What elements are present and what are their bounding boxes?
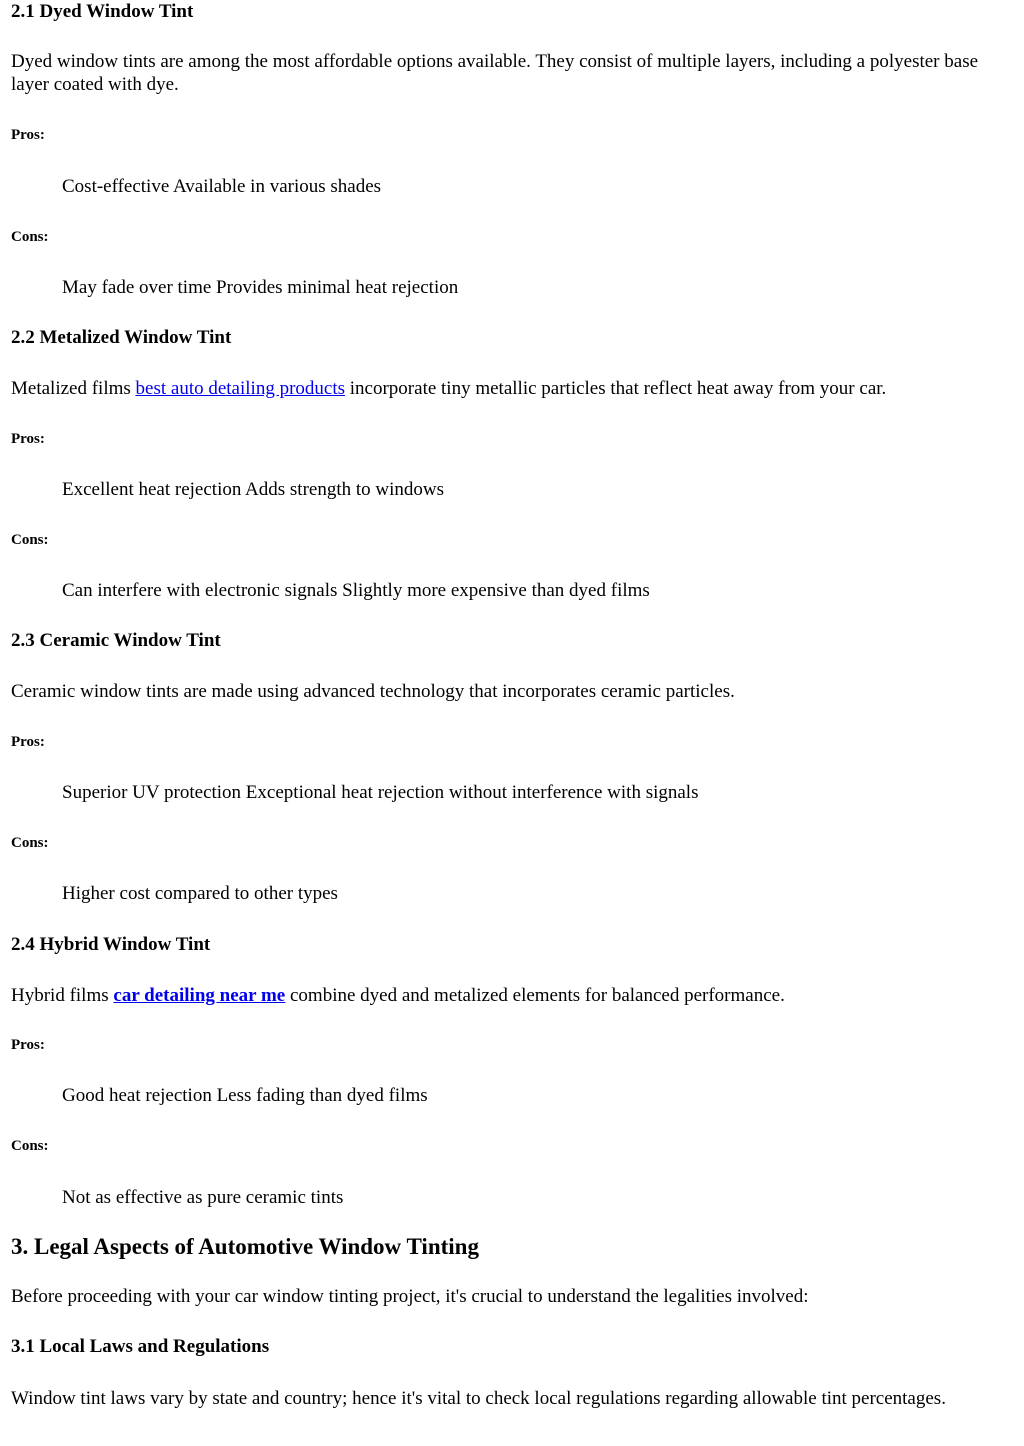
cons-list-item: Not as effective as pure ceramic tints <box>62 1187 344 1208</box>
cons-label: Cons: <box>11 1138 49 1154</box>
section-intro-dyed: Dyed window tints are among the most affordable options available. They consist of multiple layers, including a polyester base layer coated with dye. <box>11 51 979 95</box>
local-laws-heading: 3.1 Local Laws and Regulations <box>11 1336 270 1357</box>
cons-label: Cons: <box>11 835 49 851</box>
intro-text: Hybrid films <box>11 985 114 1006</box>
intro-text: incorporate tiny metallic particles that reflect heat away from your car. <box>345 378 887 399</box>
intro-text: Metalized films <box>11 378 136 399</box>
cons-label: Cons: <box>11 229 49 245</box>
section-intro-hybrid <box>11 984 984 1007</box>
cons-label: Cons: <box>11 532 49 548</box>
legal-intro: Before proceeding with your car window tinting project, it's crucial to understand the legalities involved: <box>11 1286 809 1307</box>
intro-text: combine dyed and metalized elements for balanced performance. <box>285 985 785 1006</box>
cons-list-item: May fade over time Provides minimal heat rejection <box>62 277 459 298</box>
section-heading-hybrid: 2.4 Hybrid Window Tint <box>11 934 211 955</box>
pros-list-item: Cost-effective Available in various shades <box>62 176 382 197</box>
pros-list-item: Superior UV protection Exceptional heat rejection without interference with signals <box>62 782 699 803</box>
pros-list-item: Excellent heat rejection Adds strength to windows <box>62 479 445 500</box>
cons-list-item: Higher cost compared to other types <box>62 883 338 904</box>
pros-label: Pros: <box>11 431 45 447</box>
pros-label: Pros: <box>11 127 45 143</box>
legal-heading: 3. Legal Aspects of Automotive Window Tinting <box>11 1234 479 1259</box>
section-heading-dyed: 2.1 Dyed Window Tint <box>11 1 194 22</box>
section-intro-metalized <box>11 377 984 400</box>
section-heading-metalized: 2.2 Metalized Window Tint <box>11 327 232 348</box>
car-detailing-near-me-link[interactable]: car detailing near me <box>113 985 286 1006</box>
local-laws-text: Window tint laws vary by state and country; hence it's vital to check local regulations regarding allowable tint percentages. <box>11 1388 946 1409</box>
section-intro-ceramic: Ceramic window tints are made using advanced technology that incorporates ceramic particles. <box>11 681 735 702</box>
pros-label: Pros: <box>11 1037 45 1053</box>
pros-list-item: Good heat rejection Less fading than dyed films <box>62 1085 428 1106</box>
pros-label: Pros: <box>11 734 45 750</box>
cons-list-item: Can interfere with electronic signals Slightly more expensive than dyed films <box>62 580 650 601</box>
best-auto-detailing-link[interactable]: best auto detailing products <box>135 378 346 399</box>
section-heading-ceramic: 2.3 Ceramic Window Tint <box>11 630 221 651</box>
